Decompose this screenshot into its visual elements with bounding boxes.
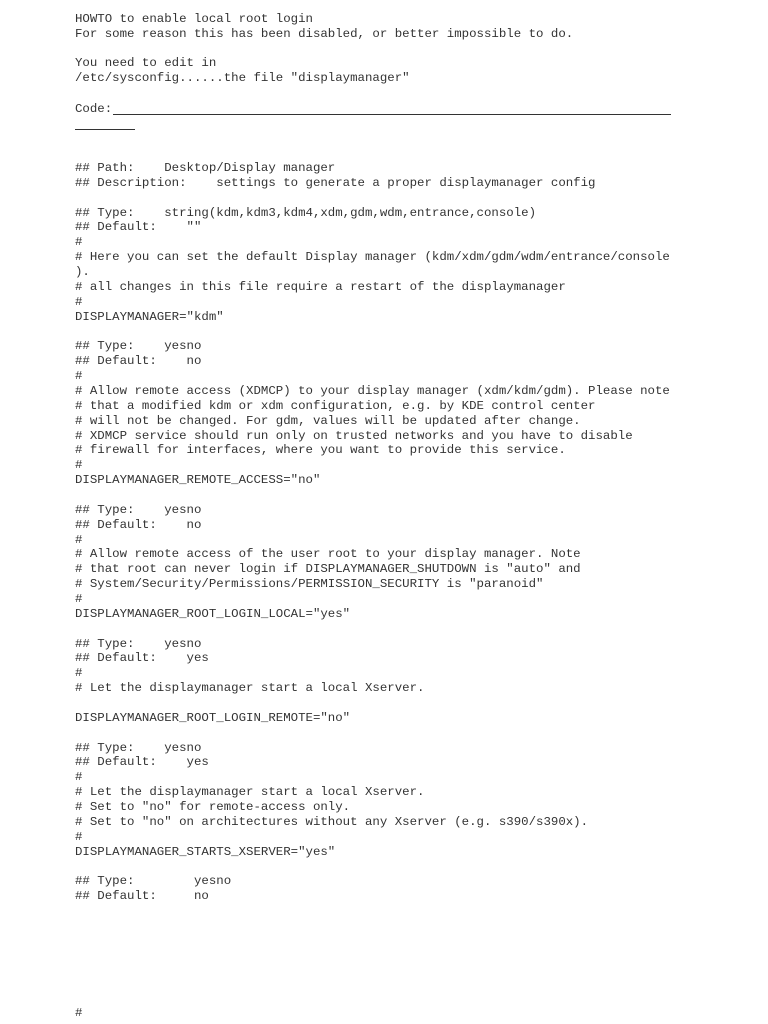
code-line: # Allow remote access (XDMCP) to your display manager (xdm/kdm/gdm). Please note — [75, 383, 670, 398]
code-line: # Set to "no" for remote-access only. — [75, 800, 351, 814]
code-line: # Set to "no" on architectures without any Xserver (e.g. s390/s390x). — [75, 814, 589, 829]
code-line: ## Type: yesno — [75, 502, 202, 517]
code-line: # — [75, 458, 83, 473]
code-line: ## Type: yesno — [75, 339, 202, 354]
code-line: # that a modified kdm or xdm configuration, e.g. by KDE control center — [75, 398, 596, 413]
code-header-rule-continuation — [75, 129, 135, 130]
code-line: ## Type: yesno — [75, 740, 202, 755]
code-line: # System/Security/Permissions/PERMISSION_SECURITY is "paranoid" — [75, 577, 544, 592]
code-line: # Let the displaymanager start a local Xserver. — [75, 681, 425, 696]
code-line: # — [75, 829, 83, 844]
code-line: DISPLAYMANAGER_STARTS_XSERVER="yes" — [75, 844, 336, 859]
code-line: # Here you can set the default Display manager (kdm/xdm/gdm/wdm/entrance/console — [75, 250, 670, 265]
code-line: ## Type: yesno — [75, 874, 232, 889]
code-line: ## Default: no — [75, 354, 202, 369]
intro-text: For some reason this has been disabled, or better impossible to do. — [75, 27, 574, 41]
code-line: # — [75, 369, 83, 383]
code-header-rule — [113, 114, 671, 115]
code-line: # — [75, 1006, 83, 1020]
code-line: # Let the displaymanager start a local Xserver. — [75, 785, 425, 800]
code-line: ## Default: yes — [75, 755, 209, 770]
code-line: ## Type: string(kdm,kdm3,kdm4,xdm,gdm,wdm,entrance,console) — [75, 205, 537, 220]
code-line: # XDMCP service should run only on trusted networks and you have to disable — [75, 428, 633, 443]
instruction-path: /etc/sysconfig......the file "displaymanager" — [75, 71, 410, 85]
code-line: DISPLAYMANAGER_REMOTE_ACCESS="no" — [75, 473, 321, 488]
code-line: # firewall for interfaces, where you want to provide this service. — [75, 443, 566, 458]
code-line: ## Default: yes — [75, 651, 209, 666]
code-line: # — [75, 294, 83, 309]
code-line: ## Description: settings to generate a proper displaymanager config — [75, 175, 596, 190]
code-label: Code: — [75, 102, 113, 116]
code-line: ## Default: no — [75, 889, 209, 904]
code-line: # that root can never login if DISPLAYMANAGER_SHUTDOWN is "auto" and — [75, 562, 581, 577]
code-line: # — [75, 235, 83, 250]
code-line: # — [75, 666, 83, 681]
code-line: # — [75, 770, 83, 785]
code-line: ## Default: "" — [75, 220, 202, 235]
code-line: ## Path: Desktop/Display manager — [75, 161, 336, 175]
code-line: # — [75, 591, 83, 606]
instruction-line: You need to edit in — [75, 56, 217, 70]
code-line: ## Default: no — [75, 517, 202, 532]
code-line: ). — [75, 265, 90, 279]
code-line: # — [75, 532, 83, 547]
code-line: ## Type: yesno — [75, 636, 202, 651]
code-line: DISPLAYMANAGER_ROOT_LOGIN_REMOTE="no" — [75, 710, 351, 725]
code-line: # all changes in this file require a restart of the displaymanager — [75, 279, 566, 294]
code-line: DISPLAYMANAGER_ROOT_LOGIN_LOCAL="yes" — [75, 606, 351, 621]
code-line: # Allow remote access of the user root to your display manager. Note — [75, 547, 581, 562]
intro-title: HOWTO to enable local root login — [75, 12, 313, 26]
code-line: # will not be changed. For gdm, values will be updated after change. — [75, 413, 581, 428]
code-line: DISPLAYMANAGER="kdm" — [75, 309, 224, 324]
